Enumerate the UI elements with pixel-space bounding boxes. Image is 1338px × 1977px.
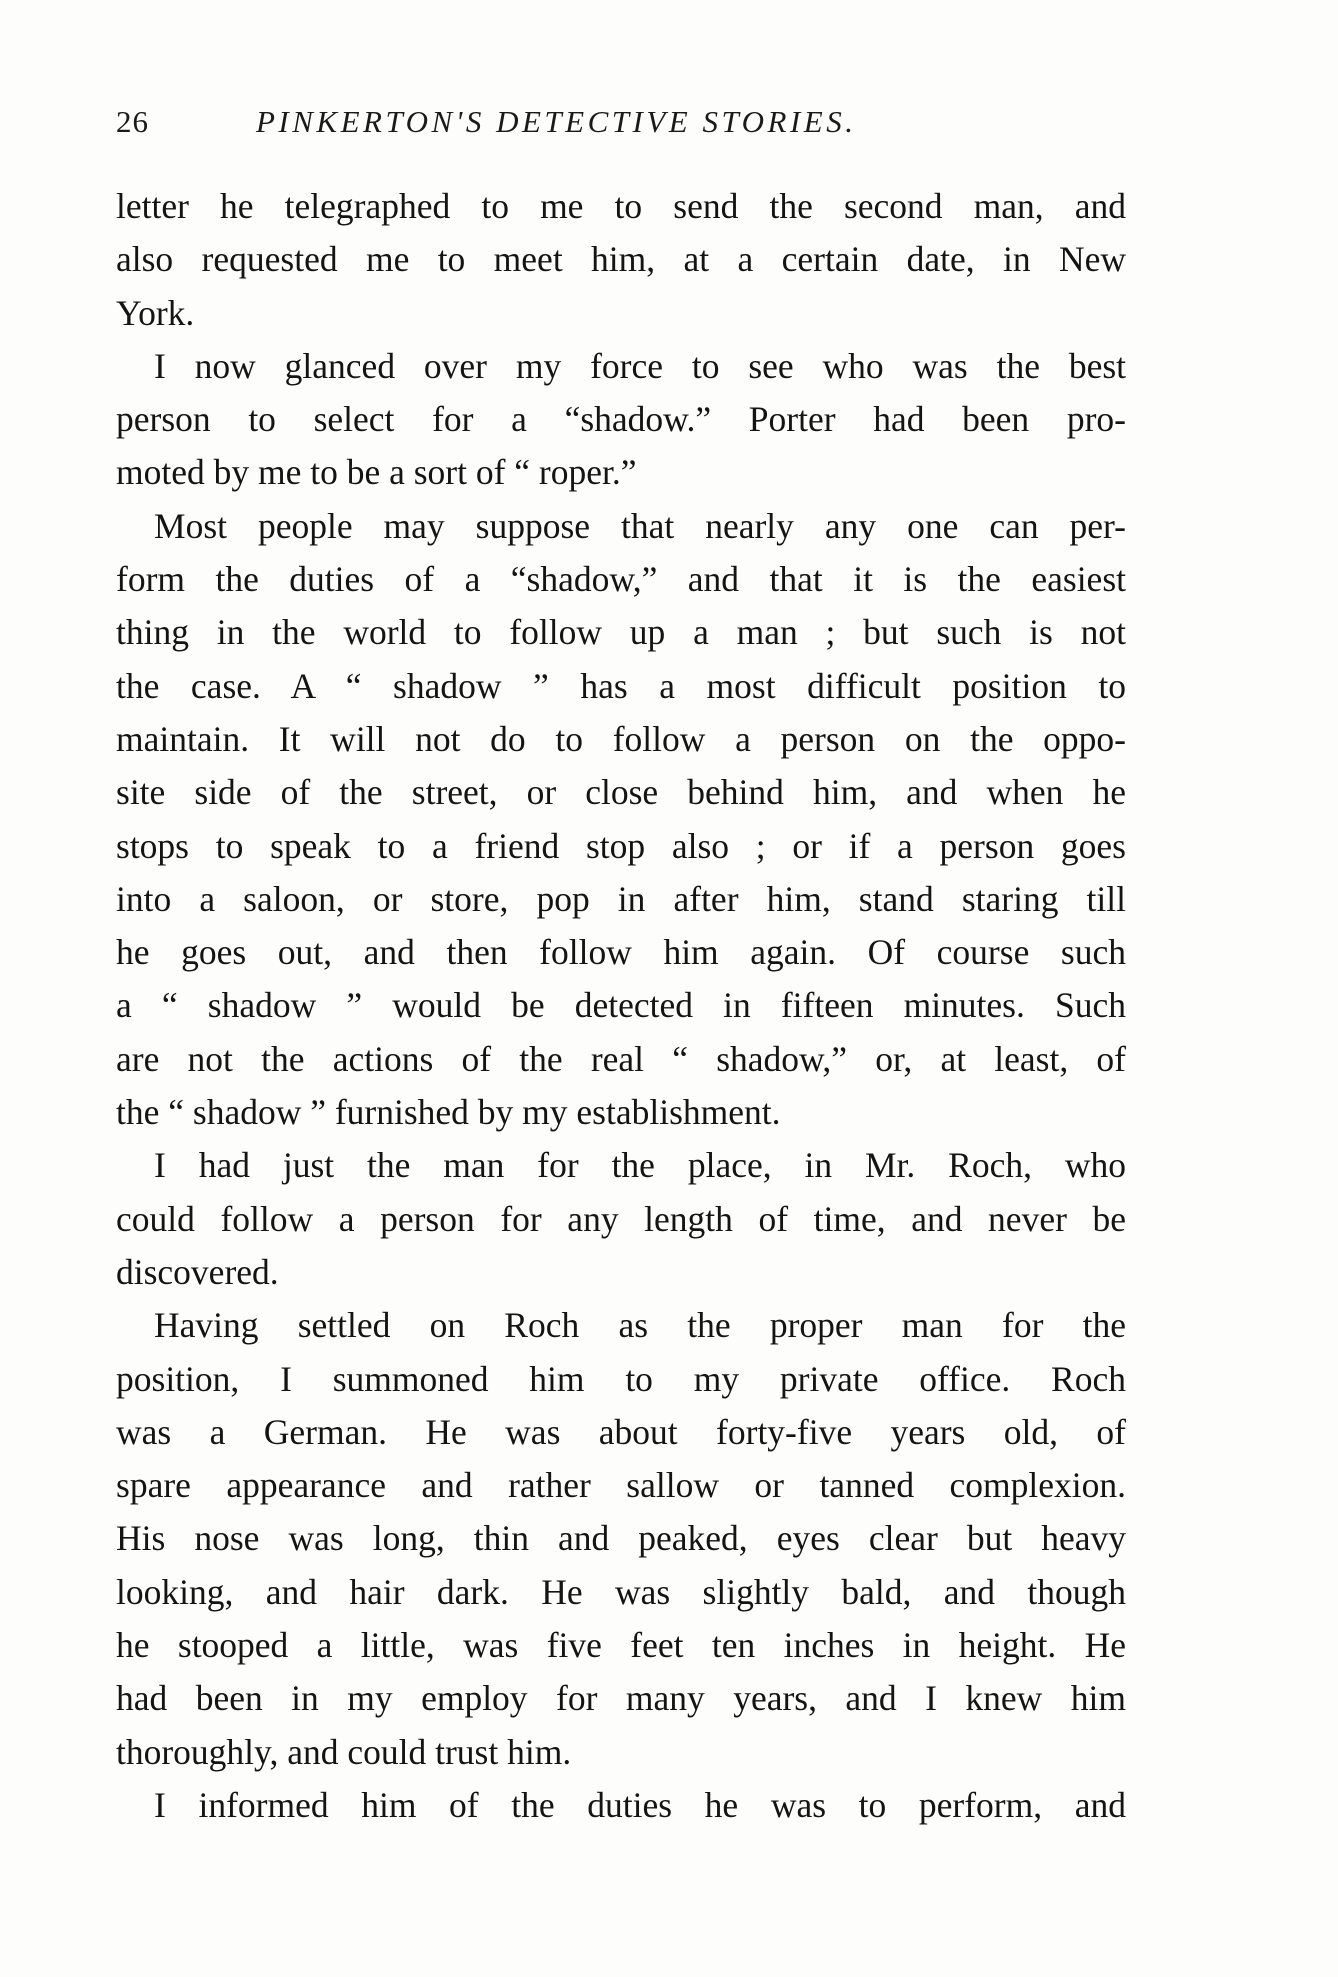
text-line: moted by me to be a sort of “ roper.” bbox=[116, 452, 637, 493]
text-line: are not the actions of the real “ shadow,” or, at least, of bbox=[116, 1038, 1126, 1079]
text-line: a “ shadow ” would be detected in fifteen minutes. Such bbox=[116, 985, 1126, 1026]
text-line: he goes out, and then follow him again. Of course such bbox=[116, 932, 1126, 973]
body-text bbox=[116, 180, 1126, 1832]
text-line: could follow a person for any length of time, and never be bbox=[116, 1198, 1126, 1239]
text-line: form the duties of a “shadow,” and that it is the easiest bbox=[116, 559, 1126, 600]
page-number: 26 bbox=[116, 104, 149, 139]
text-line: I now glanced over my force to see who was the best bbox=[154, 345, 1126, 386]
text-line: His nose was long, thin and peaked, eyes clear but heavy bbox=[116, 1518, 1126, 1559]
text-line: discovered. bbox=[116, 1251, 279, 1292]
text-line: position, I summoned him to my private office. Roch bbox=[116, 1358, 1126, 1399]
text-line: I had just the man for the place, in Mr. Roch, who bbox=[154, 1145, 1126, 1186]
text-line: York. bbox=[116, 292, 195, 333]
text-line: maintain. It will not do to follow a person on the oppo- bbox=[116, 718, 1126, 759]
text-line: had been in my employ for many years, and I knew him bbox=[116, 1678, 1126, 1719]
text-line: Having settled on Roch as the proper man for the bbox=[154, 1305, 1126, 1346]
running-title: PINKERTON'S DETECTIVE STORIES. bbox=[256, 104, 857, 139]
text-line: the “ shadow ” furnished by my establishment. bbox=[116, 1092, 781, 1133]
paragraph bbox=[116, 1139, 1126, 1299]
text-line: looking, and hair dark. He was slightly bald, and though bbox=[116, 1571, 1126, 1612]
text-line: Most people may suppose that nearly any one can per- bbox=[154, 505, 1126, 546]
paragraph bbox=[116, 1299, 1126, 1779]
text-line: thing in the world to follow up a man ; but such is not bbox=[116, 612, 1126, 653]
text-line: spare appearance and rather sallow or tanned complexion. bbox=[116, 1465, 1126, 1506]
text-line: stops to speak to a friend stop also ; or if a person goes bbox=[116, 825, 1126, 866]
text-line: also requested me to meet him, at a certain date, in New bbox=[116, 239, 1126, 280]
paragraph bbox=[116, 1779, 1126, 1832]
text-line: he stooped a little, was five feet ten inches in height. He bbox=[116, 1625, 1126, 1666]
text-line: into a saloon, or store, pop in after him, stand staring till bbox=[116, 878, 1126, 919]
text-line: the case. A “ shadow ” has a most difficult position to bbox=[116, 665, 1126, 706]
text-line: thoroughly, and could trust him. bbox=[116, 1731, 572, 1772]
paragraph bbox=[116, 180, 1126, 340]
paragraph bbox=[116, 500, 1126, 1140]
text-line: letter he telegraphed to me to send the second man, and bbox=[116, 186, 1126, 226]
text-line: I informed him of the duties he was to perform, and bbox=[154, 1784, 1126, 1825]
text-line: site side of the street, or close behind him, and when he bbox=[116, 772, 1126, 813]
paragraph bbox=[116, 340, 1126, 500]
running-head bbox=[116, 104, 1126, 144]
text-line: was a German. He was about forty-five years old, of bbox=[116, 1411, 1126, 1452]
text-line: person to select for a “shadow.” Porter had been pro- bbox=[116, 399, 1126, 440]
